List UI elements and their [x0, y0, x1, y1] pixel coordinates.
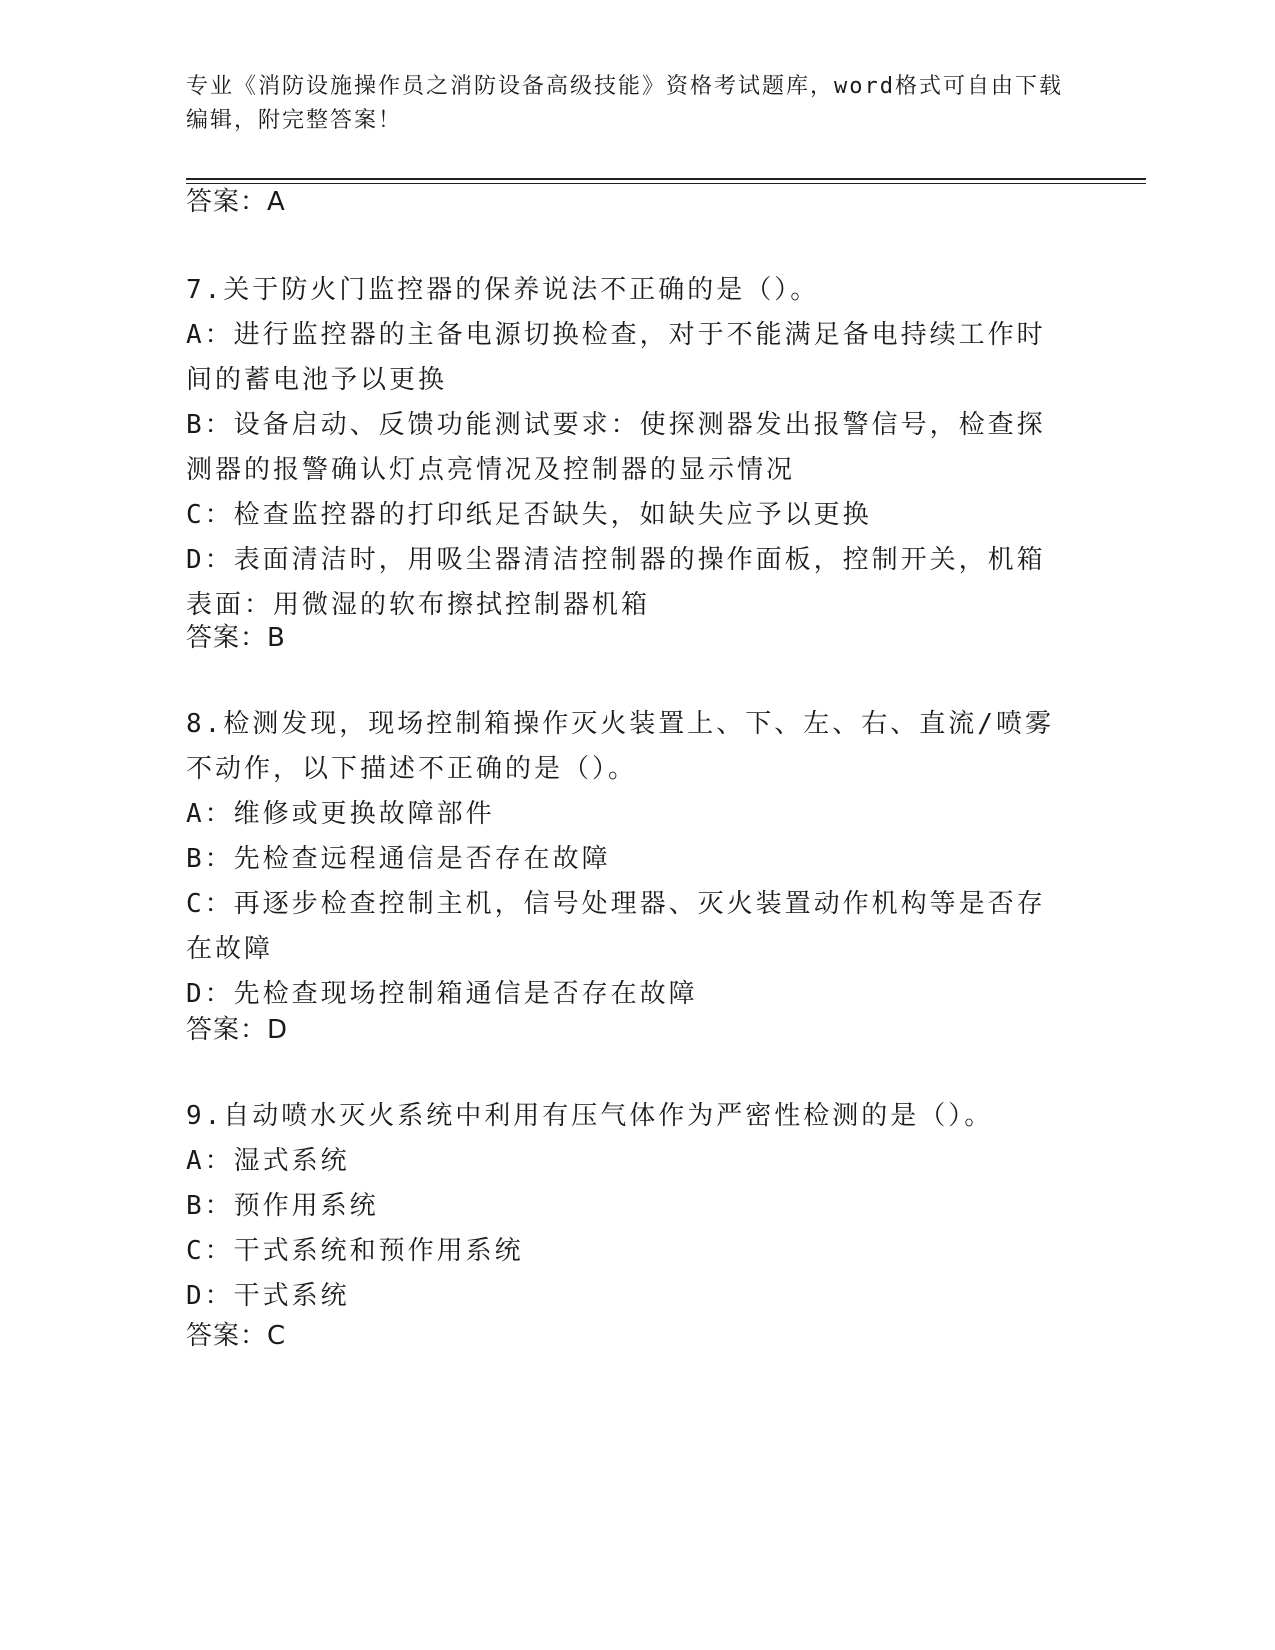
option-b: B：设备启动、反馈功能测试要求：使探测器发出报警信号，检查探测器的报警确认灯点亮情况及控制器的显示情况 — [186, 410, 1046, 485]
document-header: 专业《消防设施操作员之消防设备高级技能》资格考试题库，word格式可自由下载编辑，附完整答案！ — [186, 74, 1063, 133]
answer-value: B — [267, 623, 286, 653]
answer-label: 答案： — [186, 1015, 268, 1045]
option-d: D：表面清洁时，用吸尘器清洁控制器的操作面板，控制开关，机箱表面：用微湿的软布擦拭控制器机箱 — [186, 545, 1046, 620]
option-b: B：先检查远程通信是否存在故障 — [186, 844, 611, 874]
option-a: A：进行监控器的主备电源切换检查，对于不能满足备电持续工作时间的蓄电池予以更换 — [186, 320, 1046, 395]
answer-label: 答案： — [186, 623, 268, 653]
answer-label: 答案： — [186, 187, 268, 217]
question-8 — [186, 702, 1066, 1017]
option-d: D：干式系统 — [186, 1281, 350, 1311]
option-c: C：干式系统和预作用系统 — [186, 1236, 524, 1266]
header-divider — [186, 178, 1146, 184]
answer-line-q9 — [186, 1316, 286, 1356]
question-7 — [186, 268, 1066, 628]
answer-value: A — [267, 187, 286, 217]
question-stem: 8.检测发现，现场控制箱操作灭火装置上、下、左、右、直流/喷雾不动作，以下描述不正确的是（）。 — [186, 709, 1054, 784]
answer-value: D — [267, 1015, 289, 1045]
question-stem: 9.自动喷水灭火系统中利用有压气体作为严密性检测的是（）。 — [186, 1101, 994, 1131]
divider-thick — [186, 178, 1146, 180]
answer-line-q6 — [186, 182, 286, 222]
answer-label: 答案： — [186, 1321, 268, 1351]
answer-value: C — [267, 1321, 287, 1351]
option-d: D：先检查现场控制箱通信是否存在故障 — [186, 979, 698, 1009]
answer-line-q7 — [186, 618, 286, 658]
option-a: A：维修或更换故障部件 — [186, 799, 495, 829]
option-a: A：湿式系统 — [186, 1146, 350, 1176]
option-c: C：再逐步检查控制主机，信号处理器、灭火装置动作机构等是否存在故障 — [186, 889, 1046, 964]
option-c: C：检查监控器的打印纸足否缺失，如缺失应予以更换 — [186, 500, 872, 530]
divider-thin — [186, 183, 1146, 184]
question-stem: 7.关于防火门监控器的保养说法不正确的是（）。 — [186, 275, 820, 305]
question-9 — [186, 1094, 1066, 1319]
answer-line-q8 — [186, 1010, 288, 1050]
option-b: B：预作用系统 — [186, 1191, 379, 1221]
